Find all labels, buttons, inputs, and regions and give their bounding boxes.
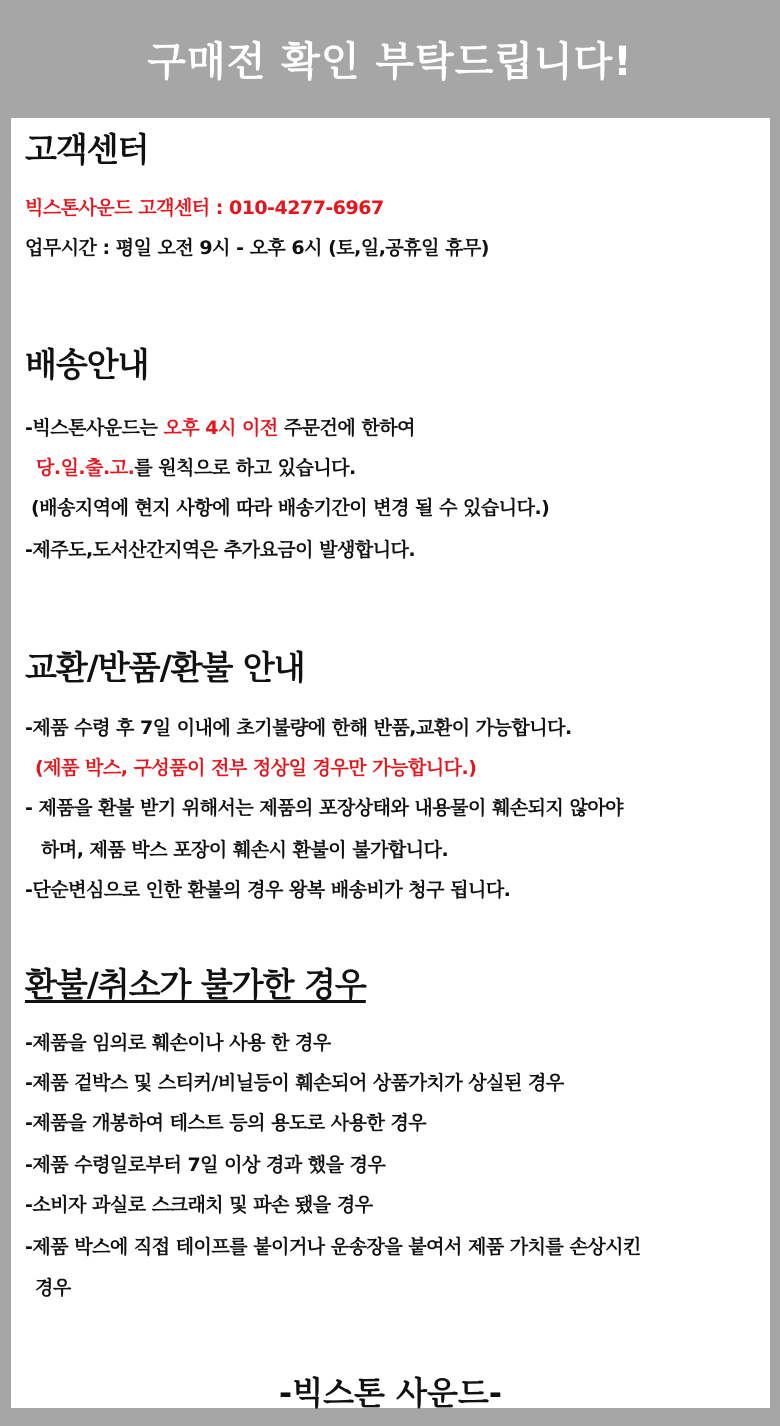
exchange-line: 하며, 제품 박스 포장이 훼손시 환불이 불가합니다. [41,839,449,861]
no-refund-line: -제품을 임의로 훼손이나 사용 한 경우 [25,1032,331,1054]
shipping-line-2 [36,456,356,480]
phone-line: 빅스톤사운드 고객센터 : 010-4277-6967 [25,197,384,219]
exchange-line: -제품 수령 후 7일 이내에 초기불량에 한해 반품,교환이 가능합니다. [25,717,572,739]
no-refund-line: 경우 [35,1277,71,1299]
cutoff-time: 오후 4시 이전 [163,417,278,439]
exchange-line: (제품 박스, 구성품이 전부 정상일 경우만 가능합니다.) [35,757,477,779]
notice-panel [11,118,770,1412]
no-refund-heading: 환불/취소가 불가한 경우 [25,965,366,1004]
shipping-line-3: (배송지역에 현지 사항에 따라 배송기간이 변경 될 수 있습니다.) [31,497,550,519]
shipping-line-1 [25,416,415,440]
exchange-line: - 제품을 환불 받기 위해서는 제품의 포장상태와 내용물이 훼손되지 않아야 [25,797,624,819]
exchange-line: -단순변심으로 인한 환불의 경우 왕복 배송비가 청구 됩니다. [25,879,511,901]
customer-center-heading: 고객센터 [25,130,149,169]
no-refund-line: -제품을 개봉하여 테스트 등의 용도로 사용한 경우 [25,1112,427,1134]
hours-line: 업무시간 : 평일 오전 9시 - 오후 6시 (토,일,공휴일 휴무) [25,237,489,259]
exchange-heading: 교환/반품/환불 안내 [25,648,305,687]
text: 를 원칙으로 하고 있습니다. [134,457,356,479]
shipping-line-4: -제주도,도서산간지역은 추가요금이 발생합니다. [25,539,416,561]
text: -빅스톤사운드는 [25,417,164,439]
same-day-shipping: 당.일.출.고. [36,457,135,479]
shipping-heading: 배송안내 [25,345,149,384]
no-refund-line: -제품 겉박스 및 스티커/비닐등이 훼손되어 상품가치가 상실된 경우 [25,1072,564,1094]
page-title: 구매전 확인 부탁드립니다! [147,38,633,85]
no-refund-line: -소비자 과실로 스크래치 및 파손 됐을 경우 [25,1194,373,1216]
no-refund-line: -제품 박스에 직접 테이프를 붙이거나 운송장을 붙여서 제품 가치를 손상시킨 [25,1236,641,1258]
no-refund-line: -제품 수령일로부터 7일 이상 경과 했을 경우 [25,1154,386,1176]
text: 주문건에 한하여 [277,417,415,439]
footer-brand: -빅스톤 사운드- [278,1374,503,1412]
